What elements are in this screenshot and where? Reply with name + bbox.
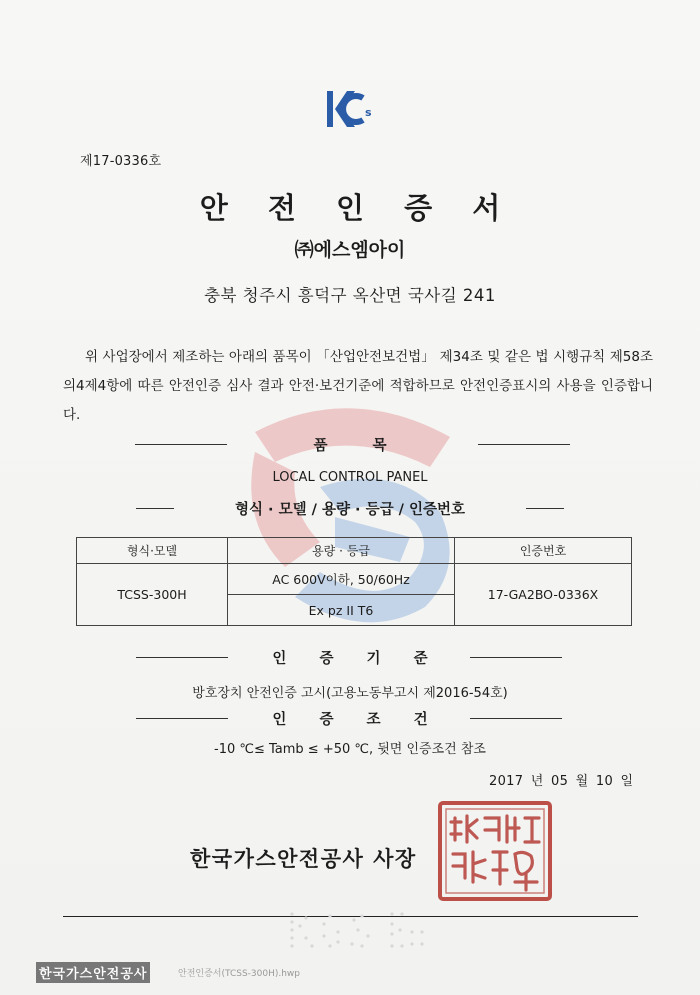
svg-text:s: s (365, 106, 372, 119)
condition-text: -10 ℃≤ Tamb ≤ +50 ℃, 뒷면 인증조건 참조 (214, 742, 486, 757)
certification-statement: 위 사업장에서 제조하는 아래의 품목이 「산업안전보건법」 제34조 및 같은 법 시행규칙 제58조의4제4항에 따른 안전인증 심사 결과 안전·보건기준에 적합하므로 안전인증표시의 사용을 인증합니다. (63, 349, 653, 423)
model-cell: TCSS-300H (77, 564, 228, 626)
certificate-number: 제17-0336호 (80, 154, 162, 169)
document-title: 안 전 인 증 서 (199, 191, 516, 225)
footer-organization: 한국가스안전공사 (36, 962, 150, 983)
footer-file-reference: 안전인증서(TCSS-300H).hwp (178, 969, 301, 979)
rating-cell: AC 600V이하, 50/60Hz (228, 564, 455, 595)
rating-cell: Ex pz II T6 (228, 595, 455, 626)
company-address: 충북 청주시 흥덕구 옥산면 국사길 241 (204, 286, 496, 305)
column-header-rating: 용량 · 등급 (228, 538, 455, 564)
standard-heading: 인 증 기 준 (272, 651, 442, 667)
spec-table (76, 537, 632, 626)
official-seal (437, 800, 553, 902)
cert-id-cell: 17-GA2BO-0336X (455, 564, 632, 626)
kgs-ex-dotted-mark (282, 906, 432, 954)
company-name: ㈜에스엠아이 (294, 239, 406, 261)
kcs-logo (325, 88, 375, 132)
product-name: LOCAL CONTROL PANEL (272, 470, 428, 485)
condition-heading: 인 증 조 건 (272, 712, 442, 728)
spec-heading: 형식 · 모델 / 용량 · 등급 / 인증번호 (234, 502, 466, 518)
issue-date: 2017 년 05 월 10 일 (489, 774, 634, 789)
column-header-model: 형식·모델 (77, 538, 228, 564)
standard-text: 방호장치 안전인증 고시(고용노동부고시 제2016-54호) (192, 686, 508, 701)
signer-name: 한국가스안전공사 사장 (190, 847, 417, 871)
column-header-cert-id: 인증번호 (455, 538, 632, 564)
product-heading: 품 목 (313, 438, 407, 454)
